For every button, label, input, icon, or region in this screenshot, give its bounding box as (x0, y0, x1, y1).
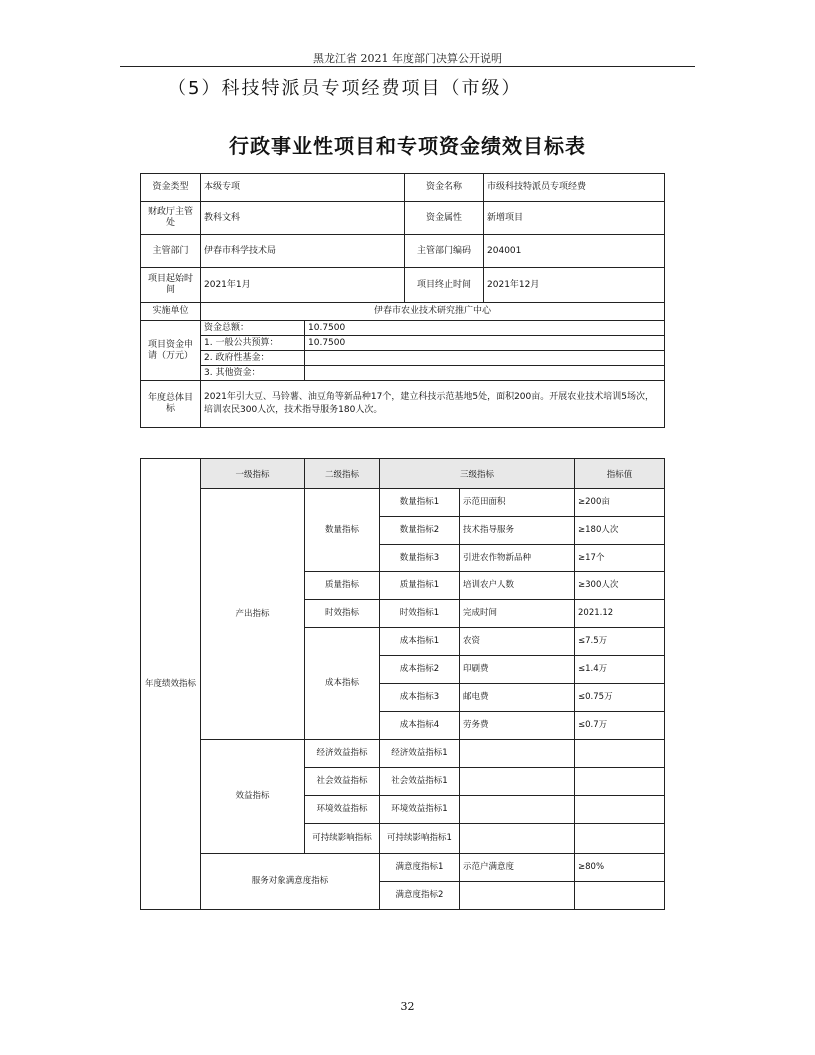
apply-general-label: 1. 一般公共预算： (201, 336, 305, 351)
header-level2: 二级指标 (305, 459, 380, 489)
cost-value: ≤1.4万 (575, 656, 665, 684)
goal-label: 年度总体目标 (141, 381, 201, 428)
benefit-sub-label: 社会效益指标 (305, 768, 380, 796)
goal-text: 2021年引大豆、马铃薯、油豆角等新品种17个，建立科技示范基地5处，面积200亩。开展农业技术培训5场次，培训农民300人次，技术指导服务180人次。 (201, 381, 665, 428)
time-id: 时效指标1 (380, 600, 460, 628)
performance-table (140, 458, 665, 910)
quality-name: 培训农户人数 (460, 572, 575, 600)
project-info-table (140, 173, 665, 428)
benefit-sub-label: 经济效益指标 (305, 740, 380, 768)
time-indicator-label: 时效指标 (305, 600, 380, 628)
quantity-value: ≥17个 (575, 545, 665, 572)
page-number: 32 (400, 1000, 415, 1013)
quality-id: 质量指标1 (380, 572, 460, 600)
satisfaction-id: 满意度指标1 (380, 854, 460, 882)
satisfaction-id: 满意度指标2 (380, 882, 460, 910)
section-title: （5）科技特派员专项经费项目（市级） (168, 78, 522, 99)
cost-value: ≤7.5万 (575, 628, 665, 656)
quantity-value: ≥200亩 (575, 489, 665, 517)
cost-name: 印刷费 (460, 656, 575, 684)
benefit-id: 可持续影响指标1 (380, 824, 460, 854)
admin-code-value: 204001 (484, 235, 665, 268)
end-time-label: 项目终止时间 (405, 268, 484, 303)
benefit-name (460, 740, 575, 768)
cost-id: 成本指标4 (380, 712, 460, 740)
cost-indicator-label: 成本指标 (305, 628, 380, 740)
benefit-id: 经济效益指标1 (380, 740, 460, 768)
quality-indicator-label: 质量指标 (305, 572, 380, 600)
satisfaction-value: ≥80% (575, 854, 665, 882)
quantity-name: 引进农作物新品种 (460, 545, 575, 572)
header-level3: 三级指标 (380, 459, 575, 489)
quantity-name: 技术指导服务 (460, 517, 575, 545)
perf-side-label: 年度绩效指标 (141, 459, 201, 910)
satisfaction-indicator-label: 服务对象满意度指标 (201, 854, 380, 910)
cost-name: 农资 (460, 628, 575, 656)
apply-fund-value (305, 351, 665, 366)
quantity-id: 数量指标1 (380, 489, 460, 517)
quality-value: ≥300人次 (575, 572, 665, 600)
benefit-value (575, 824, 665, 854)
apply-other-value (305, 366, 665, 381)
apply-total-label: 资金总额： (201, 321, 305, 336)
impl-unit-label: 实施单位 (141, 303, 201, 321)
benefit-sub-label: 可持续影响指标 (305, 824, 380, 854)
impl-unit-value: 伊春市农业技术研究推广中心 (201, 303, 665, 321)
benefit-name (460, 768, 575, 796)
time-name: 完成时间 (460, 600, 575, 628)
satisfaction-name: 示范户满意度 (460, 854, 575, 882)
fund-type-label: 资金类型 (141, 174, 201, 202)
benefit-sub-label: 环境效益指标 (305, 796, 380, 824)
benefit-id: 社会效益指标1 (380, 768, 460, 796)
benefit-value (575, 740, 665, 768)
benefit-indicator-label: 效益指标 (201, 740, 305, 854)
benefit-value (575, 768, 665, 796)
cost-id: 成本指标2 (380, 656, 460, 684)
admin-dept-value: 伊春市科学技术局 (201, 235, 405, 268)
header-rule (120, 66, 695, 67)
header-value: 指标值 (575, 459, 665, 489)
apply-general-value: 10.7500 (305, 336, 665, 351)
cost-id: 成本指标1 (380, 628, 460, 656)
benefit-name (460, 796, 575, 824)
quantity-id: 数量指标3 (380, 545, 460, 572)
apply-other-label: 3. 其他资金： (201, 366, 305, 381)
benefit-name (460, 824, 575, 854)
cost-value: ≤0.7万 (575, 712, 665, 740)
running-header: 黑龙江省 2021 年度部门决算公开说明 (313, 52, 502, 65)
satisfaction-name (460, 882, 575, 910)
quantity-indicator-label: 数量指标 (305, 489, 380, 572)
satisfaction-value (575, 882, 665, 910)
start-time-label: 项目起始时间 (141, 268, 201, 303)
start-time-value: 2021年1月 (201, 268, 405, 303)
document-title: 行政事业性项目和专项资金绩效目标表 (229, 134, 586, 158)
quantity-id: 数量指标2 (380, 517, 460, 545)
apply-fund-label: 2. 政府性基金： (201, 351, 305, 366)
end-time-value: 2021年12月 (484, 268, 665, 303)
fund-name-label: 资金名称 (405, 174, 484, 202)
admin-code-label: 主管部门编码 (405, 235, 484, 268)
admin-dept-label: 主管部门 (141, 235, 201, 268)
quantity-name: 示范田面积 (460, 489, 575, 517)
apply-total-value: 10.7500 (305, 321, 665, 336)
fund-attr-value: 新增项目 (484, 202, 665, 235)
cost-name: 劳务费 (460, 712, 575, 740)
cost-id: 成本指标3 (380, 684, 460, 712)
apply-label: 项目资金申请（万元） (141, 321, 201, 381)
finance-dept-label: 财政厅主管处 (141, 202, 201, 235)
fund-name-value: 市级科技特派员专项经费 (484, 174, 665, 202)
finance-dept-value: 教科文科 (201, 202, 405, 235)
cost-value: ≤0.75万 (575, 684, 665, 712)
fund-type-value: 本级专项 (201, 174, 405, 202)
benefit-value (575, 796, 665, 824)
cost-name: 邮电费 (460, 684, 575, 712)
output-indicator-label: 产出指标 (201, 489, 305, 740)
benefit-id: 环境效益指标1 (380, 796, 460, 824)
header-level1: 一级指标 (201, 459, 305, 489)
fund-attr-label: 资金属性 (405, 202, 484, 235)
time-value: 2021.12 (575, 600, 665, 628)
quantity-value: ≥180人次 (575, 517, 665, 545)
